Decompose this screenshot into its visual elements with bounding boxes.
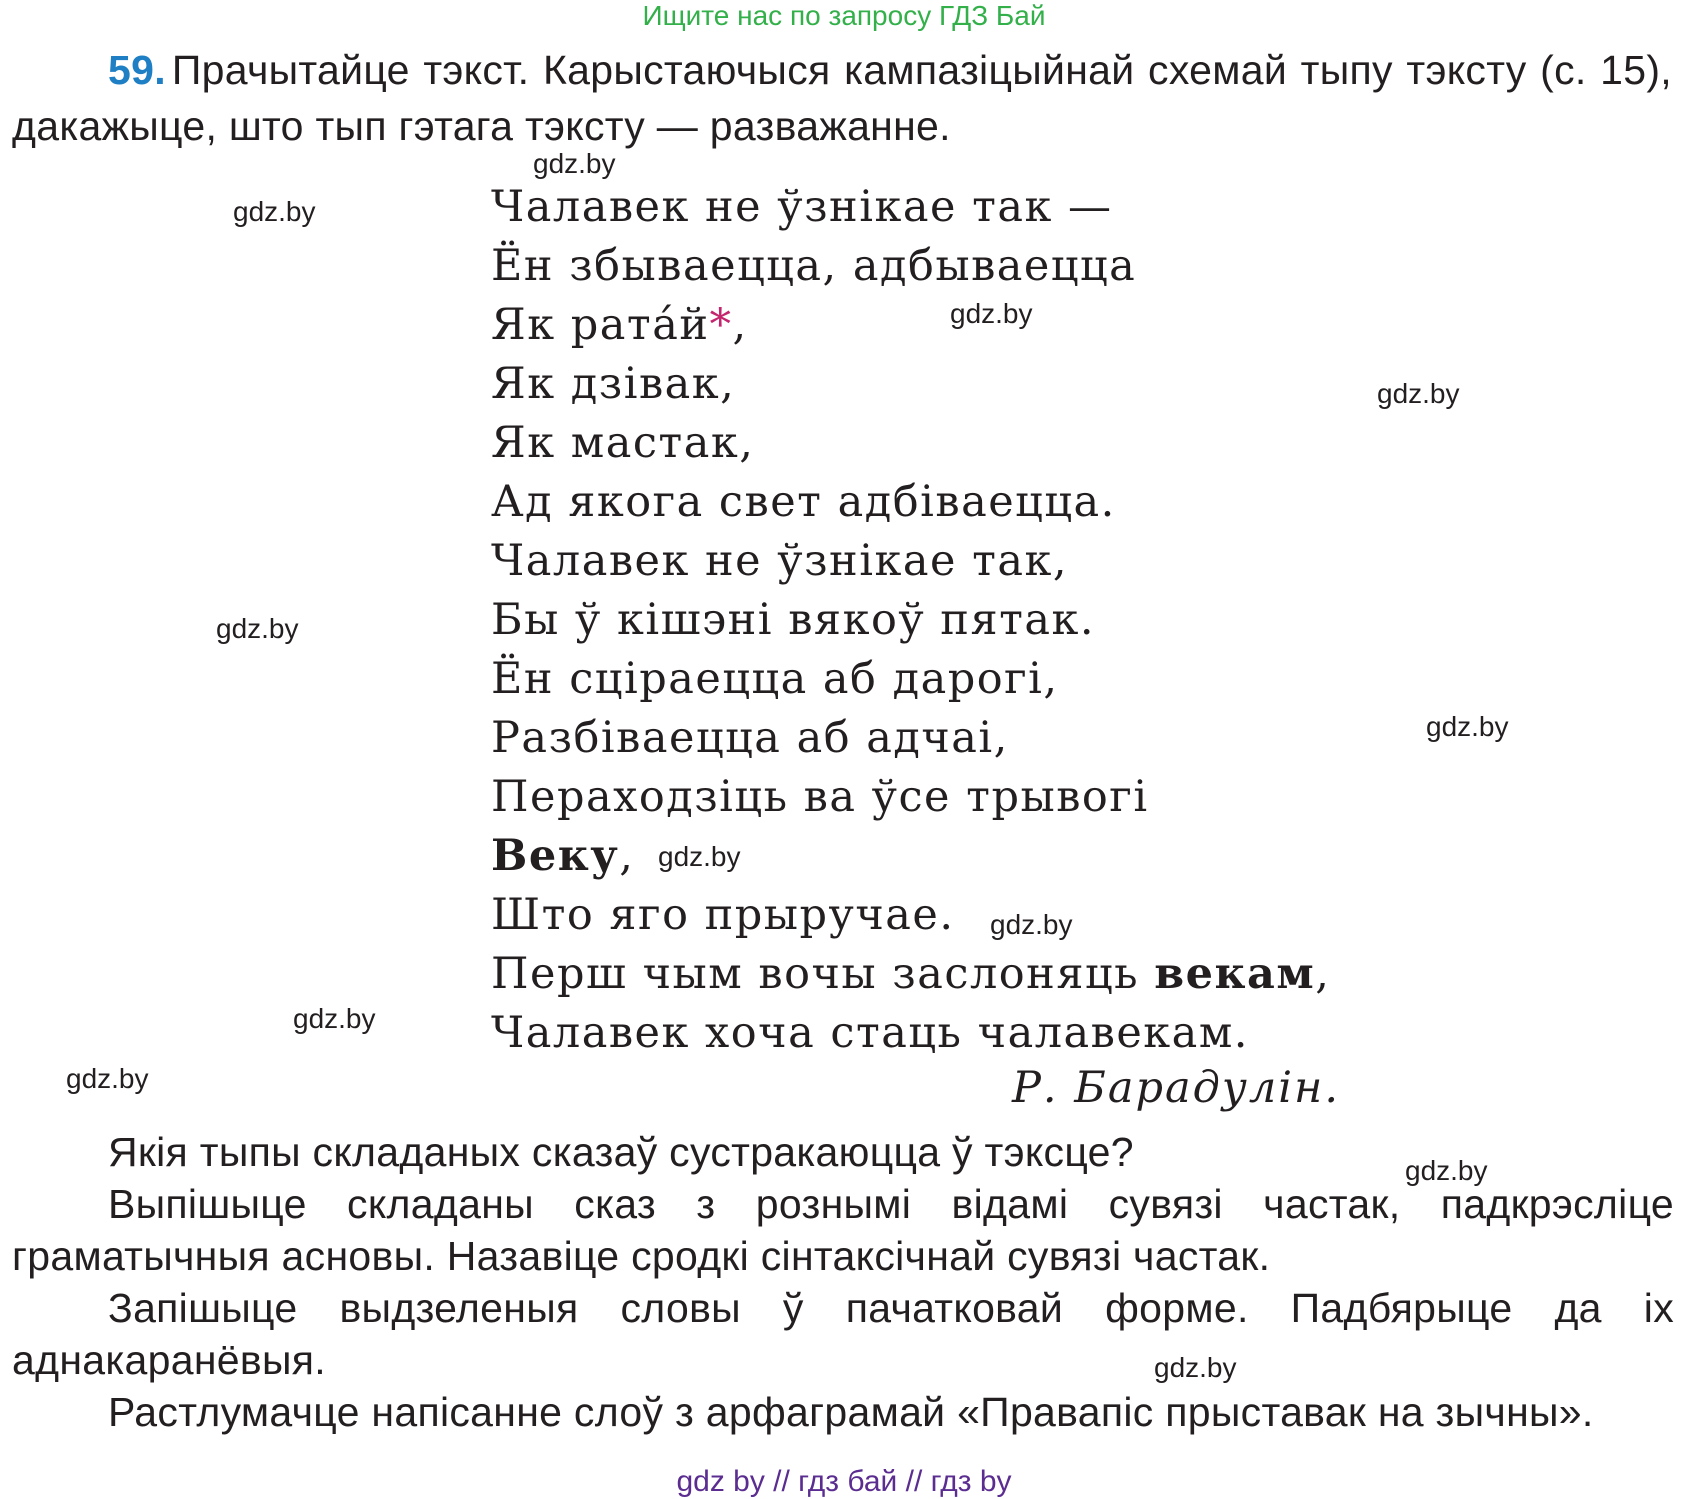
task-number: 59. [108, 47, 166, 93]
footnote-star-icon: * [709, 300, 733, 350]
question-item: Запішыце выдзеленыя словы ў пачатковай форме. Падбярыце да іх аднакаранёвыя. [12, 1285, 1674, 1383]
watermark: gdz.by [66, 1063, 149, 1094]
highlighted-word: Веку [491, 831, 620, 881]
poem-line: Разбіваецца аб адчаі, [491, 713, 1009, 763]
poem-line: Ён сціраецца аб дарогі, [491, 654, 1059, 704]
poem-line: Бы ў кішэні вякоў пятак. [491, 595, 1096, 645]
question-item: Выпішыце складаны сказ з рознымі відамі сувязі частак, падкрэсліце граматычныя асновы. Назавіце сродкі сінтаксічнай сувязі частак. [12, 1181, 1674, 1279]
watermark: gdz.by [950, 298, 1033, 329]
top-banner: Ищите нас по запросу ГДЗ Бай [642, 0, 1046, 31]
poem-line: Чалавек хоча стаць чалавекам. [491, 1008, 1249, 1058]
task-paragraph [12, 42, 1672, 154]
poem-line [491, 945, 1330, 1004]
poem-author: Р. Барадулін. [1012, 1063, 1340, 1113]
poem [491, 178, 1330, 1063]
question-item: Якія тыпы складаных сказаў сустракаюцца ў тэксце? [108, 1129, 1134, 1175]
poem-line-text: Як рата́й [491, 300, 710, 350]
poem-line: Ён збываецца, адбываецца [491, 241, 1137, 291]
watermark: gdz.by [1154, 1352, 1237, 1383]
poem-line: Чалавек не ўзнікае так, [491, 536, 1069, 586]
bottom-banner: gdz by // гдз бай // гдз by [676, 1465, 1012, 1498]
watermark: gdz.by [1405, 1155, 1488, 1186]
poem-punct: , [619, 831, 635, 881]
poem-line: Пераходзіць ва ўсе трывогі [491, 772, 1149, 822]
watermark: gdz.by [990, 909, 1073, 940]
poem-line: Як мастак, [491, 418, 755, 468]
poem-line: Чалавек не ўзнікае так — [491, 182, 1113, 232]
poem-line [491, 296, 1330, 355]
poem-line: Што яго прыручае. [491, 890, 955, 940]
highlighted-word: векам [1154, 949, 1316, 999]
watermark: gdz.by [533, 148, 616, 179]
poem-punct: , [732, 300, 748, 350]
poem-line: Як дзівак, [491, 359, 736, 409]
question-item: Растлумачце напісанне слоў з арфаграмай «Правапіс прыставак на зычны». [108, 1389, 1594, 1435]
watermark: gdz.by [216, 613, 299, 644]
poem-line: Ад якога свет адбіваецца. [491, 477, 1116, 527]
watermark: gdz.by [1377, 378, 1460, 409]
watermark: gdz.by [293, 1003, 376, 1034]
watermark: gdz.by [1426, 711, 1509, 742]
poem-line-text: Перш чым вочы заслоняць [491, 949, 1155, 999]
task-text: Прачытайце тэкст. Карыстаючыся кампазіцыйнай схемай тыпу тэксту (с. 15), дакажыце, што тып гэтага тэксту — разважанне. [12, 47, 1672, 149]
watermark: gdz.by [658, 841, 741, 872]
poem-line [491, 827, 1330, 886]
watermark: gdz.by [233, 196, 316, 227]
poem-punct: , [1315, 949, 1331, 999]
